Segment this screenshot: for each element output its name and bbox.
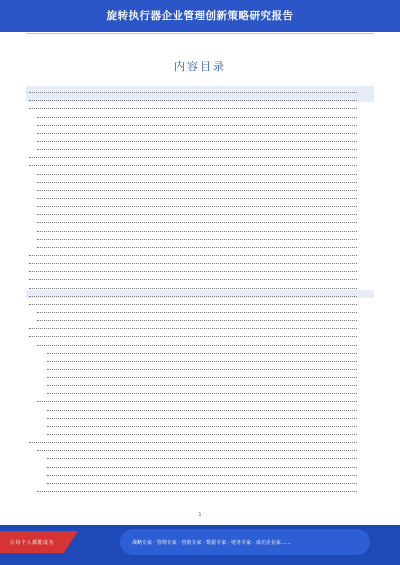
toc-entry[interactable] <box>26 290 374 298</box>
toc-entry[interactable] <box>26 420 374 428</box>
toc-entry[interactable] <box>26 265 374 273</box>
toc-entry[interactable] <box>26 485 374 493</box>
toc-leader-dots <box>47 361 357 362</box>
toc-leader-dots <box>37 190 357 191</box>
toc-entry[interactable] <box>26 257 374 265</box>
toc-entry[interactable] <box>26 387 374 395</box>
footer-services-text: 战略专家 · 管理专家 · 营销专家 · 数据专家 · 财务专家 · 成功企业家…… <box>132 540 291 546</box>
toc-entry[interactable] <box>26 167 374 175</box>
toc-leader-dots <box>29 442 357 443</box>
toc-leader-dots <box>29 157 357 158</box>
toc-leader-dots <box>47 418 357 419</box>
toc-leader-dots <box>29 255 357 256</box>
header-divider <box>26 33 374 34</box>
toc-entry[interactable] <box>26 395 374 403</box>
toc-leader-dots <box>29 336 357 337</box>
toc-leader-dots <box>37 222 357 223</box>
toc-leader-dots <box>37 133 357 134</box>
toc-leader-dots <box>29 100 357 101</box>
toc-leader-dots <box>37 141 357 142</box>
toc-leader-dots <box>29 271 357 272</box>
toc-leader-dots <box>29 296 357 297</box>
toc-leader-dots <box>37 231 357 232</box>
toc-leader-dots <box>29 165 357 166</box>
toc-leader-dots <box>29 304 357 305</box>
toc-entry[interactable] <box>26 102 374 110</box>
report-title: 旋转执行器企业管理创新策略研究报告 <box>106 10 294 22</box>
toc-entry[interactable] <box>26 355 374 363</box>
toc-entry[interactable] <box>26 159 374 167</box>
toc-leader-dots <box>37 320 357 321</box>
toc-leader-dots <box>47 434 357 435</box>
toc-entry[interactable] <box>26 151 374 159</box>
toc-leader-dots <box>47 410 357 411</box>
toc-leader-dots <box>37 117 357 118</box>
toc-leader-dots <box>47 385 357 386</box>
toc-leader-dots <box>29 92 357 93</box>
toc-entry[interactable] <box>26 86 374 94</box>
toc-entry[interactable] <box>26 379 374 387</box>
toc-leader-dots <box>29 288 357 289</box>
toc-entry[interactable] <box>26 200 374 208</box>
toc-entry[interactable] <box>26 127 374 135</box>
toc-leader-dots <box>47 458 357 459</box>
toc-heading: 内容目录 <box>174 60 226 73</box>
toc-entry[interactable] <box>26 444 374 452</box>
toc-entry[interactable] <box>26 322 374 330</box>
toc-entry[interactable] <box>26 306 374 314</box>
table-of-contents <box>26 86 374 493</box>
toc-entry[interactable] <box>26 452 374 460</box>
toc-leader-dots <box>37 491 357 492</box>
toc-entry[interactable] <box>26 241 374 249</box>
toc-entry[interactable] <box>26 412 374 420</box>
toc-leader-dots <box>47 467 357 468</box>
toc-entry[interactable] <box>26 347 374 355</box>
footer-slogan: 让每个人都能成为 <box>10 540 55 546</box>
toc-leader-dots <box>37 247 357 248</box>
toc-leader-dots <box>37 125 357 126</box>
toc-entry[interactable] <box>26 436 374 444</box>
toc-leader-dots <box>37 149 357 150</box>
toc-leader-dots <box>47 369 357 370</box>
toc-entry[interactable] <box>26 314 374 322</box>
toc-leader-dots <box>37 239 357 240</box>
toc-leader-dots <box>29 279 357 280</box>
toc-leader-dots <box>29 328 357 329</box>
toc-leader-dots <box>37 401 357 402</box>
toc-entry[interactable] <box>26 363 374 371</box>
toc-leader-dots <box>47 393 357 394</box>
toc-leader-dots <box>29 108 357 109</box>
toc-leader-dots <box>37 198 357 199</box>
toc-entry[interactable] <box>26 249 374 257</box>
toc-entry[interactable] <box>26 428 374 436</box>
toc-leader-dots <box>37 174 357 175</box>
toc-entry[interactable] <box>26 176 374 184</box>
toc-entry[interactable] <box>26 338 374 346</box>
toc-leader-dots <box>47 475 357 476</box>
toc-entry[interactable] <box>26 469 374 477</box>
toc-entry[interactable] <box>26 143 374 151</box>
toc-leader-dots <box>37 182 357 183</box>
toc-entry[interactable] <box>26 477 374 485</box>
toc-leader-dots <box>47 353 357 354</box>
toc-entry[interactable] <box>26 208 374 216</box>
toc-entry[interactable] <box>26 233 374 241</box>
toc-leader-dots <box>37 450 357 451</box>
toc-entry[interactable] <box>26 273 374 281</box>
toc-entry[interactable] <box>26 135 374 143</box>
toc-entry[interactable] <box>26 281 374 289</box>
toc-entry[interactable] <box>26 371 374 379</box>
toc-entry[interactable] <box>26 460 374 468</box>
toc-entry[interactable] <box>26 403 374 411</box>
toc-entry[interactable] <box>26 94 374 102</box>
toc-entry[interactable] <box>26 298 374 306</box>
toc-entry[interactable] <box>26 224 374 232</box>
toc-entry[interactable] <box>26 110 374 118</box>
toc-leader-dots <box>37 345 357 346</box>
toc-leader-dots <box>47 483 357 484</box>
page-number: 1 <box>198 512 202 518</box>
toc-leader-dots <box>29 263 357 264</box>
toc-entry[interactable] <box>26 119 374 127</box>
toc-leader-dots <box>47 377 357 378</box>
toc-leader-dots <box>37 312 357 313</box>
toc-leader-dots <box>37 214 357 215</box>
toc-entry[interactable] <box>26 192 374 200</box>
toc-leader-dots <box>47 426 357 427</box>
toc-entry[interactable] <box>26 330 374 338</box>
toc-entry[interactable] <box>26 216 374 224</box>
toc-entry[interactable] <box>26 184 374 192</box>
toc-leader-dots <box>37 206 357 207</box>
